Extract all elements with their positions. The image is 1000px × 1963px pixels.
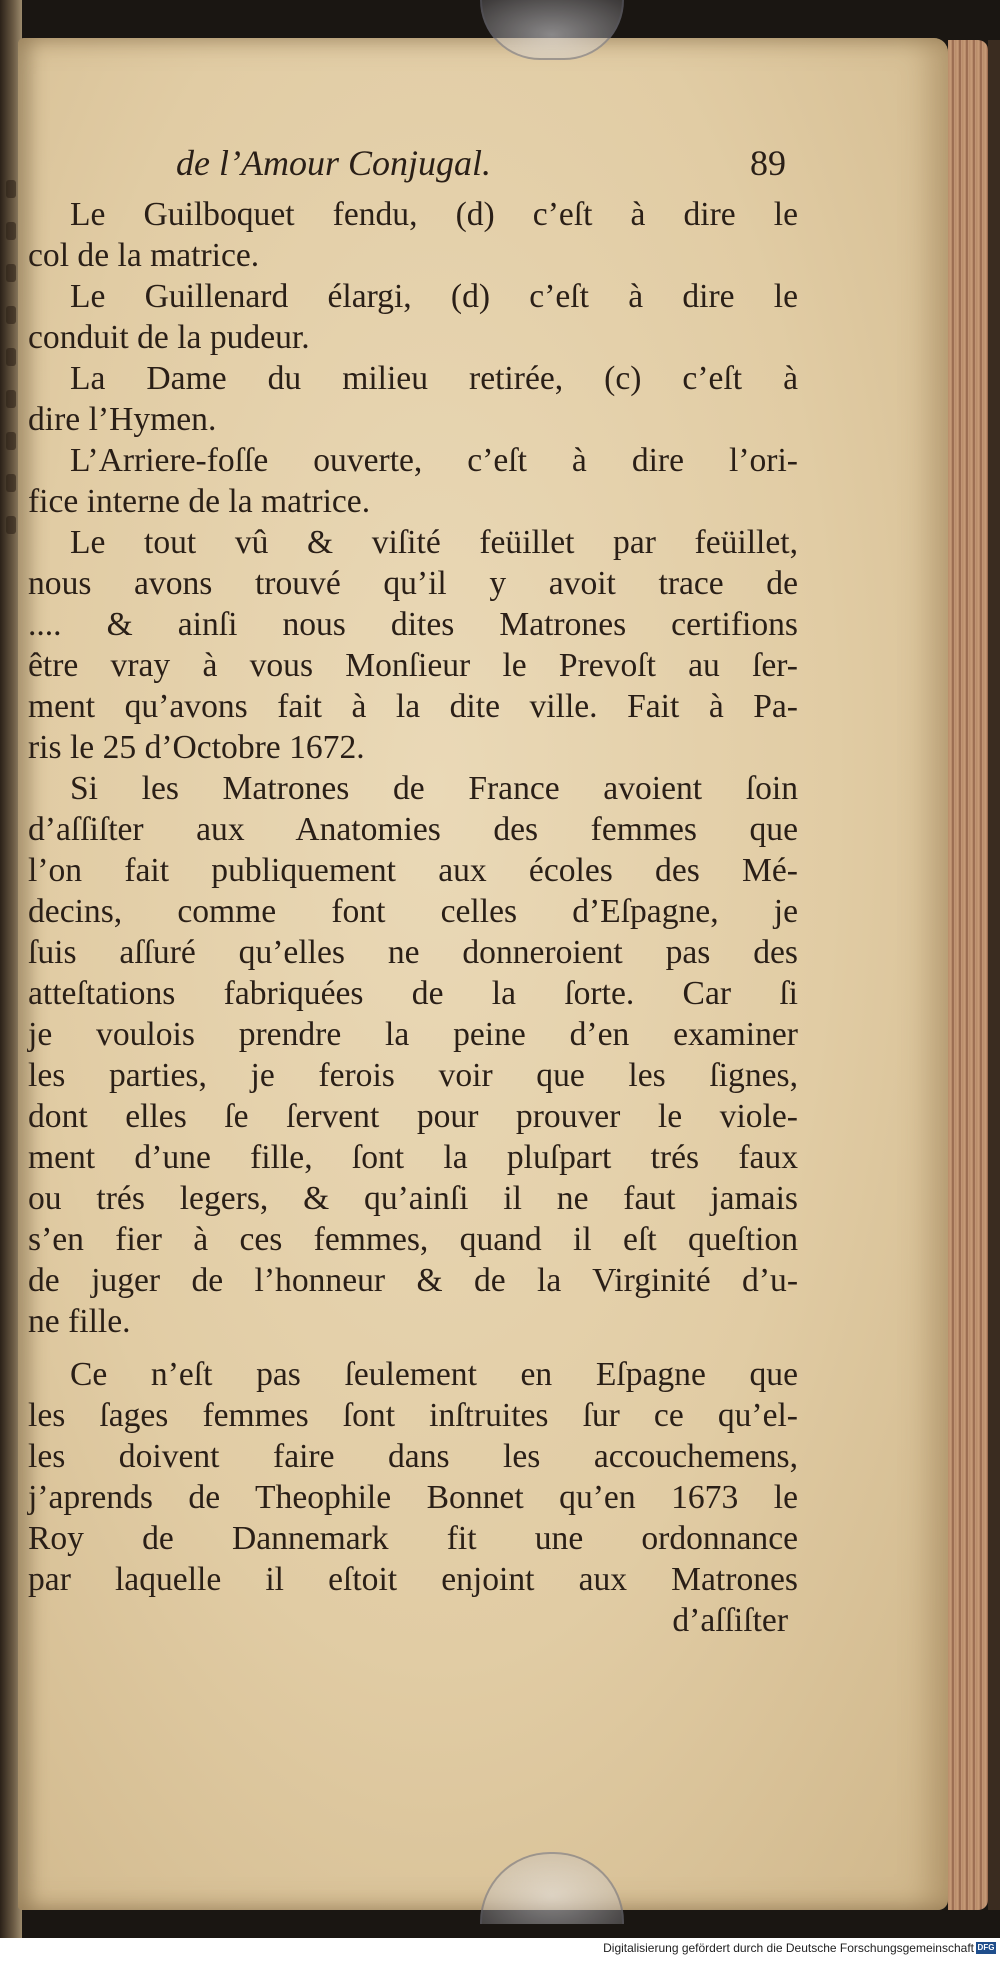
text-line: fice interne de la matrice. (28, 483, 371, 520)
fore-edge-shadow (988, 40, 1000, 1910)
text-line: de juger de l’honneur & de la Virginité d’u- (28, 1262, 798, 1299)
text-line: La Dame du milieu retirée, (c) c’eſt à (70, 360, 798, 397)
text-line: dire l’Hymen. (28, 401, 217, 438)
text-line: L’Arriere-foſſe ouverte, c’eſt à dire l’ori- (70, 442, 798, 479)
text-line: les parties, je ferois voir que les ſignes, (28, 1057, 798, 1094)
text-line: ment d’une fille, ſont la pluſpart trés faux (28, 1139, 798, 1176)
text-line: l’on fait publiquement aux écoles des Mé- (28, 852, 798, 889)
text-line: conduit de la pudeur. (28, 319, 310, 356)
catchword: d’aſſiſter (672, 1602, 788, 1639)
page-header (28, 142, 798, 194)
text-line: ſuis aſſuré qu’elles ne donneroient pas des (28, 934, 798, 971)
dfg-logo: DFG (977, 1943, 995, 1952)
text-line: être vray à vous Monſieur le Prevoſt au ſer- (28, 647, 798, 684)
text-line: ne fille. (28, 1303, 131, 1340)
text-line: ou trés legers, & qu’ainſi il ne faut jamais (28, 1180, 798, 1217)
text-line: je voulois prendre la peine d’en examiner (28, 1016, 798, 1053)
text-line: Roy de Dannemark fit une ordonnance (28, 1520, 798, 1557)
text-line: d’aſſiſter aux Anatomies des femmes que (28, 811, 798, 848)
text-line: ment qu’avons fait à la dite ville. Fait à Pa- (28, 688, 798, 725)
text-line: dont elles ſe ſervent pour prouver le viole- (28, 1098, 798, 1135)
page-number: 89 (750, 143, 786, 183)
text-line: j’aprends de Theophile Bonnet qu’en 1673 le (28, 1479, 798, 1516)
text-line: col de la matrice. (28, 237, 260, 274)
text-line: Le Guilboquet fendu, (d) c’eſt à dire le (70, 196, 798, 233)
funding-credit: Digitalisierung gefördert durch die Deutsche Forschungsgemeinschaft (603, 1941, 974, 1955)
text-line: par laquelle il eſtoit enjoint aux Matrones (28, 1561, 798, 1598)
fore-edge (948, 40, 988, 1910)
text-line: les doivent faire dans les accouchemens, (28, 1438, 798, 1475)
text-line: les ſages femmes ſont inſtruites ſur ce qu’el- (28, 1397, 798, 1434)
text-line: Le Guillenard élargi, (d) c’eſt à dire le (70, 278, 798, 315)
text-line: decins, comme font celles d’Eſpagne, je (28, 893, 798, 930)
text-line: Le tout vû & viſité feüillet par feüillet, (70, 524, 798, 561)
text-line: Si les Matrones de France avoient ſoin (70, 770, 798, 807)
running-title: de l’Amour Conjugal. (176, 143, 491, 183)
text-line: atteſtations fabriquées de la ſorte. Car ſi (28, 975, 798, 1012)
text-line: nous avons trouvé qu’il y avoit trace de (28, 565, 798, 602)
text-line: .... & ainſi nous dites Matrones certifions (28, 606, 798, 643)
text-line: s’en fier à ces femmes, quand il eſt queſtion (28, 1221, 798, 1258)
page-text-block (28, 142, 798, 1641)
text-line: ris le 25 d’Octobre 1672. (28, 729, 365, 766)
text-line: Ce n’eſt pas ſeulement en Eſpagne que (70, 1356, 798, 1393)
